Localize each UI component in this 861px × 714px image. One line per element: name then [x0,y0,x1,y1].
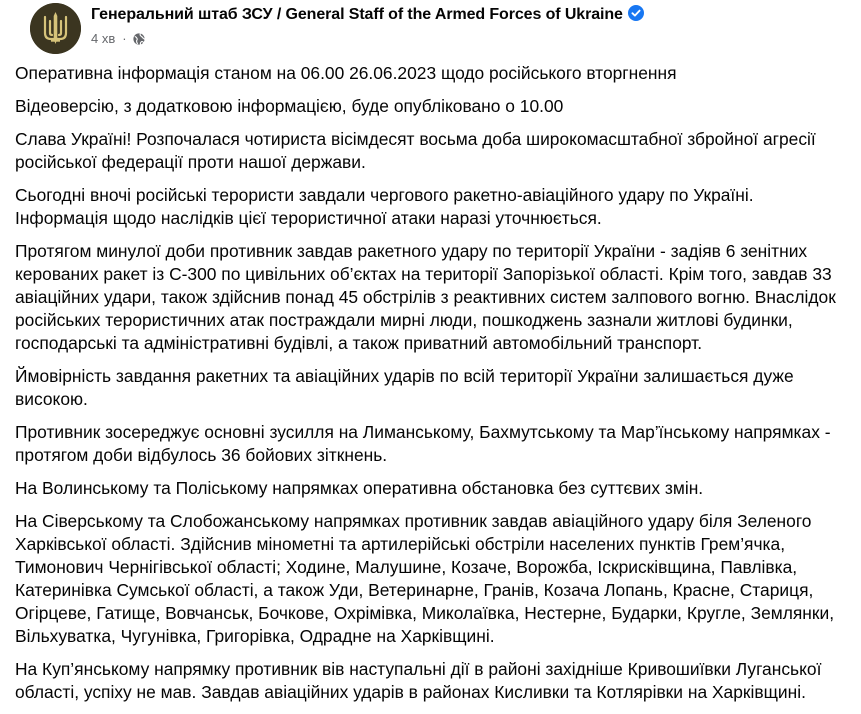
post-paragraph: Сьогодні вночі російські терористи завдали чергового ракетно-авіаційного удару по Україні. Інформація щодо наслідків цієї терористичної атаки наразі уточнюється. [15,185,754,228]
post-body [15,62,845,714]
page-name[interactable] [91,5,644,24]
post-paragraph: На Куп’янському напрямку противник вів наступальні дії в районі західніше Кривошиївки Луганської області, успіху не мав. Завдав авіаційних ударів в районах Кисливки та Котлярівки на Харківщині. [15,659,822,702]
trident-emblem-avatar [30,3,81,54]
post-meta [91,31,145,46]
post-paragraph: Слава Україні! Розпочалася чотириста вісімдесят восьма доба широкомасштабної збройної агресії російської федерації проти нашої держави. [15,129,816,172]
meta-separator: · [122,31,127,46]
post-paragraph: Протягом минулої доби противник завдав ракетного удару по території України - задіяв 6 зенітних керованих ракет із С-300 по цивільних об’єктах на території Запорізької області. Крім того, завдав 33 авіаційних удари, також здійснив понад 45 обстрілів з реактивних систем залпового вогню. Внаслідок російських терористичних атак постраждали мирні люди, пошкоджень зазнали житлові будинки, господарські та адміністративні будівлі, а також приватний автомобільний транспорт. [15,241,836,353]
verified-badge-icon [628,5,644,21]
post-paragraph: Оперативна інформація станом на 06.00 26.06.2023 щодо російського вторгнення [15,63,677,83]
post-paragraph: На Сіверському та Слобожанському напрямках противник завдав авіаційного удару біля Зеленого Харківської області. Здійснив мінометні та артилерійські обстріли населених пунктів Грем’ячка, Тимонович Чернігівської області; Ходине, Малушине, Козаче, Ворожба, Іскрисківщина, Павлівка, Катеринівка Сумської області, а також Уди, Ветеринарне, Гранів, Козача Лопань, Красне, Стариця, Огірцеве, Гатище, Вовчанськ, Бочкове, Охрімівка, Миколаївка, Нестерне, Бударки, Кругле, Землянки, Вільхуватка, Чугунівка, Григорівка, Одрадне на Харківщині. [15,511,835,646]
globe-icon[interactable] [133,33,145,45]
post-timestamp[interactable]: 4 хв [91,31,116,46]
post-header [15,0,861,64]
post-paragraph: Противник зосереджує основні зусилля на Лиманському, Бахмутському та Мар’їнському напрямках - протягом доби відбулось 36 бойових зіткнень. [15,422,831,465]
post-paragraph: Відеоверсію, з додатковою інформацією, буде опубліковано о 10.00 [15,96,564,116]
page-avatar[interactable] [30,3,81,54]
page-name-text[interactable]: Генеральний штаб ЗСУ / General Staff of the Armed Forces of Ukraine [91,6,623,23]
post-paragraph: На Волинському та Поліському напрямках оперативна обстановка без суттєвих змін. [15,478,704,498]
post-paragraph: Ймовірність завдання ракетних та авіаційних ударів по всій території України залишається дуже високою. [15,366,794,409]
